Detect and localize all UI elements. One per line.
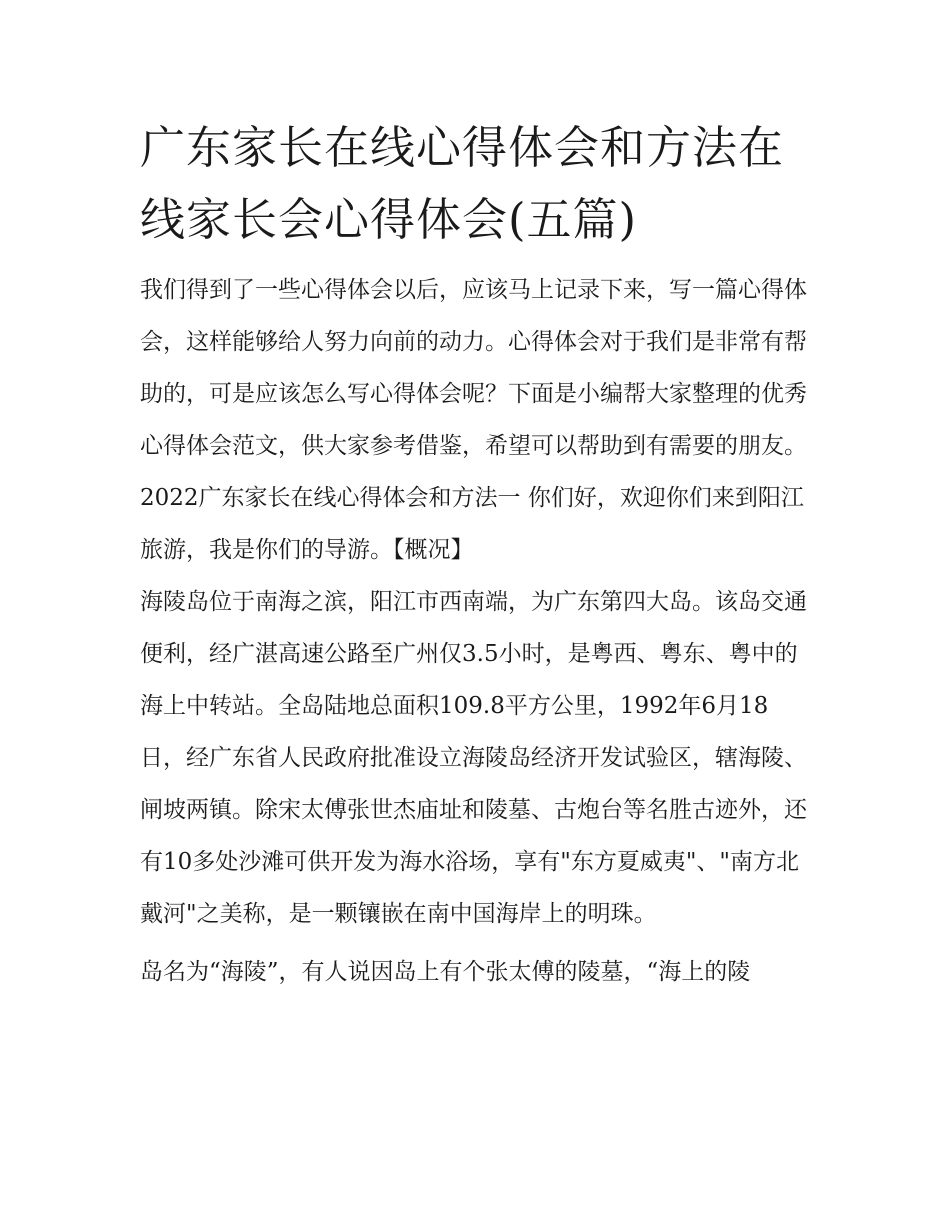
- paragraph-greeting: 2022广东家长在线心得体会和方法一 你们好，欢迎你们来到阳江旅游，我是你们的导游。【概况】: [140, 485, 804, 563]
- paragraph-island-name: 岛名为“海陵”，有人说因岛上有个张太傅的陵墓，“海上的陵: [140, 959, 751, 985]
- paragraph-overview: 海陵岛位于南海之滨，阳江市西南端，为广东第四大岛。该岛交通便利，经广湛高速公路至广州仅3.5小时，是粤西、粤东、粤中的海上中转站。全岛陆地总面积109.8平方公里，1992年6月18日，经广东省人民政府批准设立海陵岛经济开发试验区，辖海陵、闸坡两镇。除宋太傅张世杰庙址和陵墓、古炮台等名胜古迹外，还有10多处沙滩可供开发为海水浴场，享有"东方夏威夷"、"南方北戴河"之美称，是一颗镶嵌在南中国海岸上的明珠。: [140, 589, 807, 927]
- document-title: 广东家长在线心得体会和方法在线家长会心得体会(五篇): [140, 121, 785, 246]
- paragraph-intro: 我们得到了一些心得体会以后，应该马上记录下来，写一篇心得体会，这样能够给人努力向前的动力。心得体会对于我们是非常有帮助的，可是应该怎么写心得体会呢？下面是小编帮大家整理的优秀心得体会范文，供大家参考借鉴，希望可以帮助到有需要的朋友。: [140, 277, 807, 459]
- document-body: [140, 112, 812, 998]
